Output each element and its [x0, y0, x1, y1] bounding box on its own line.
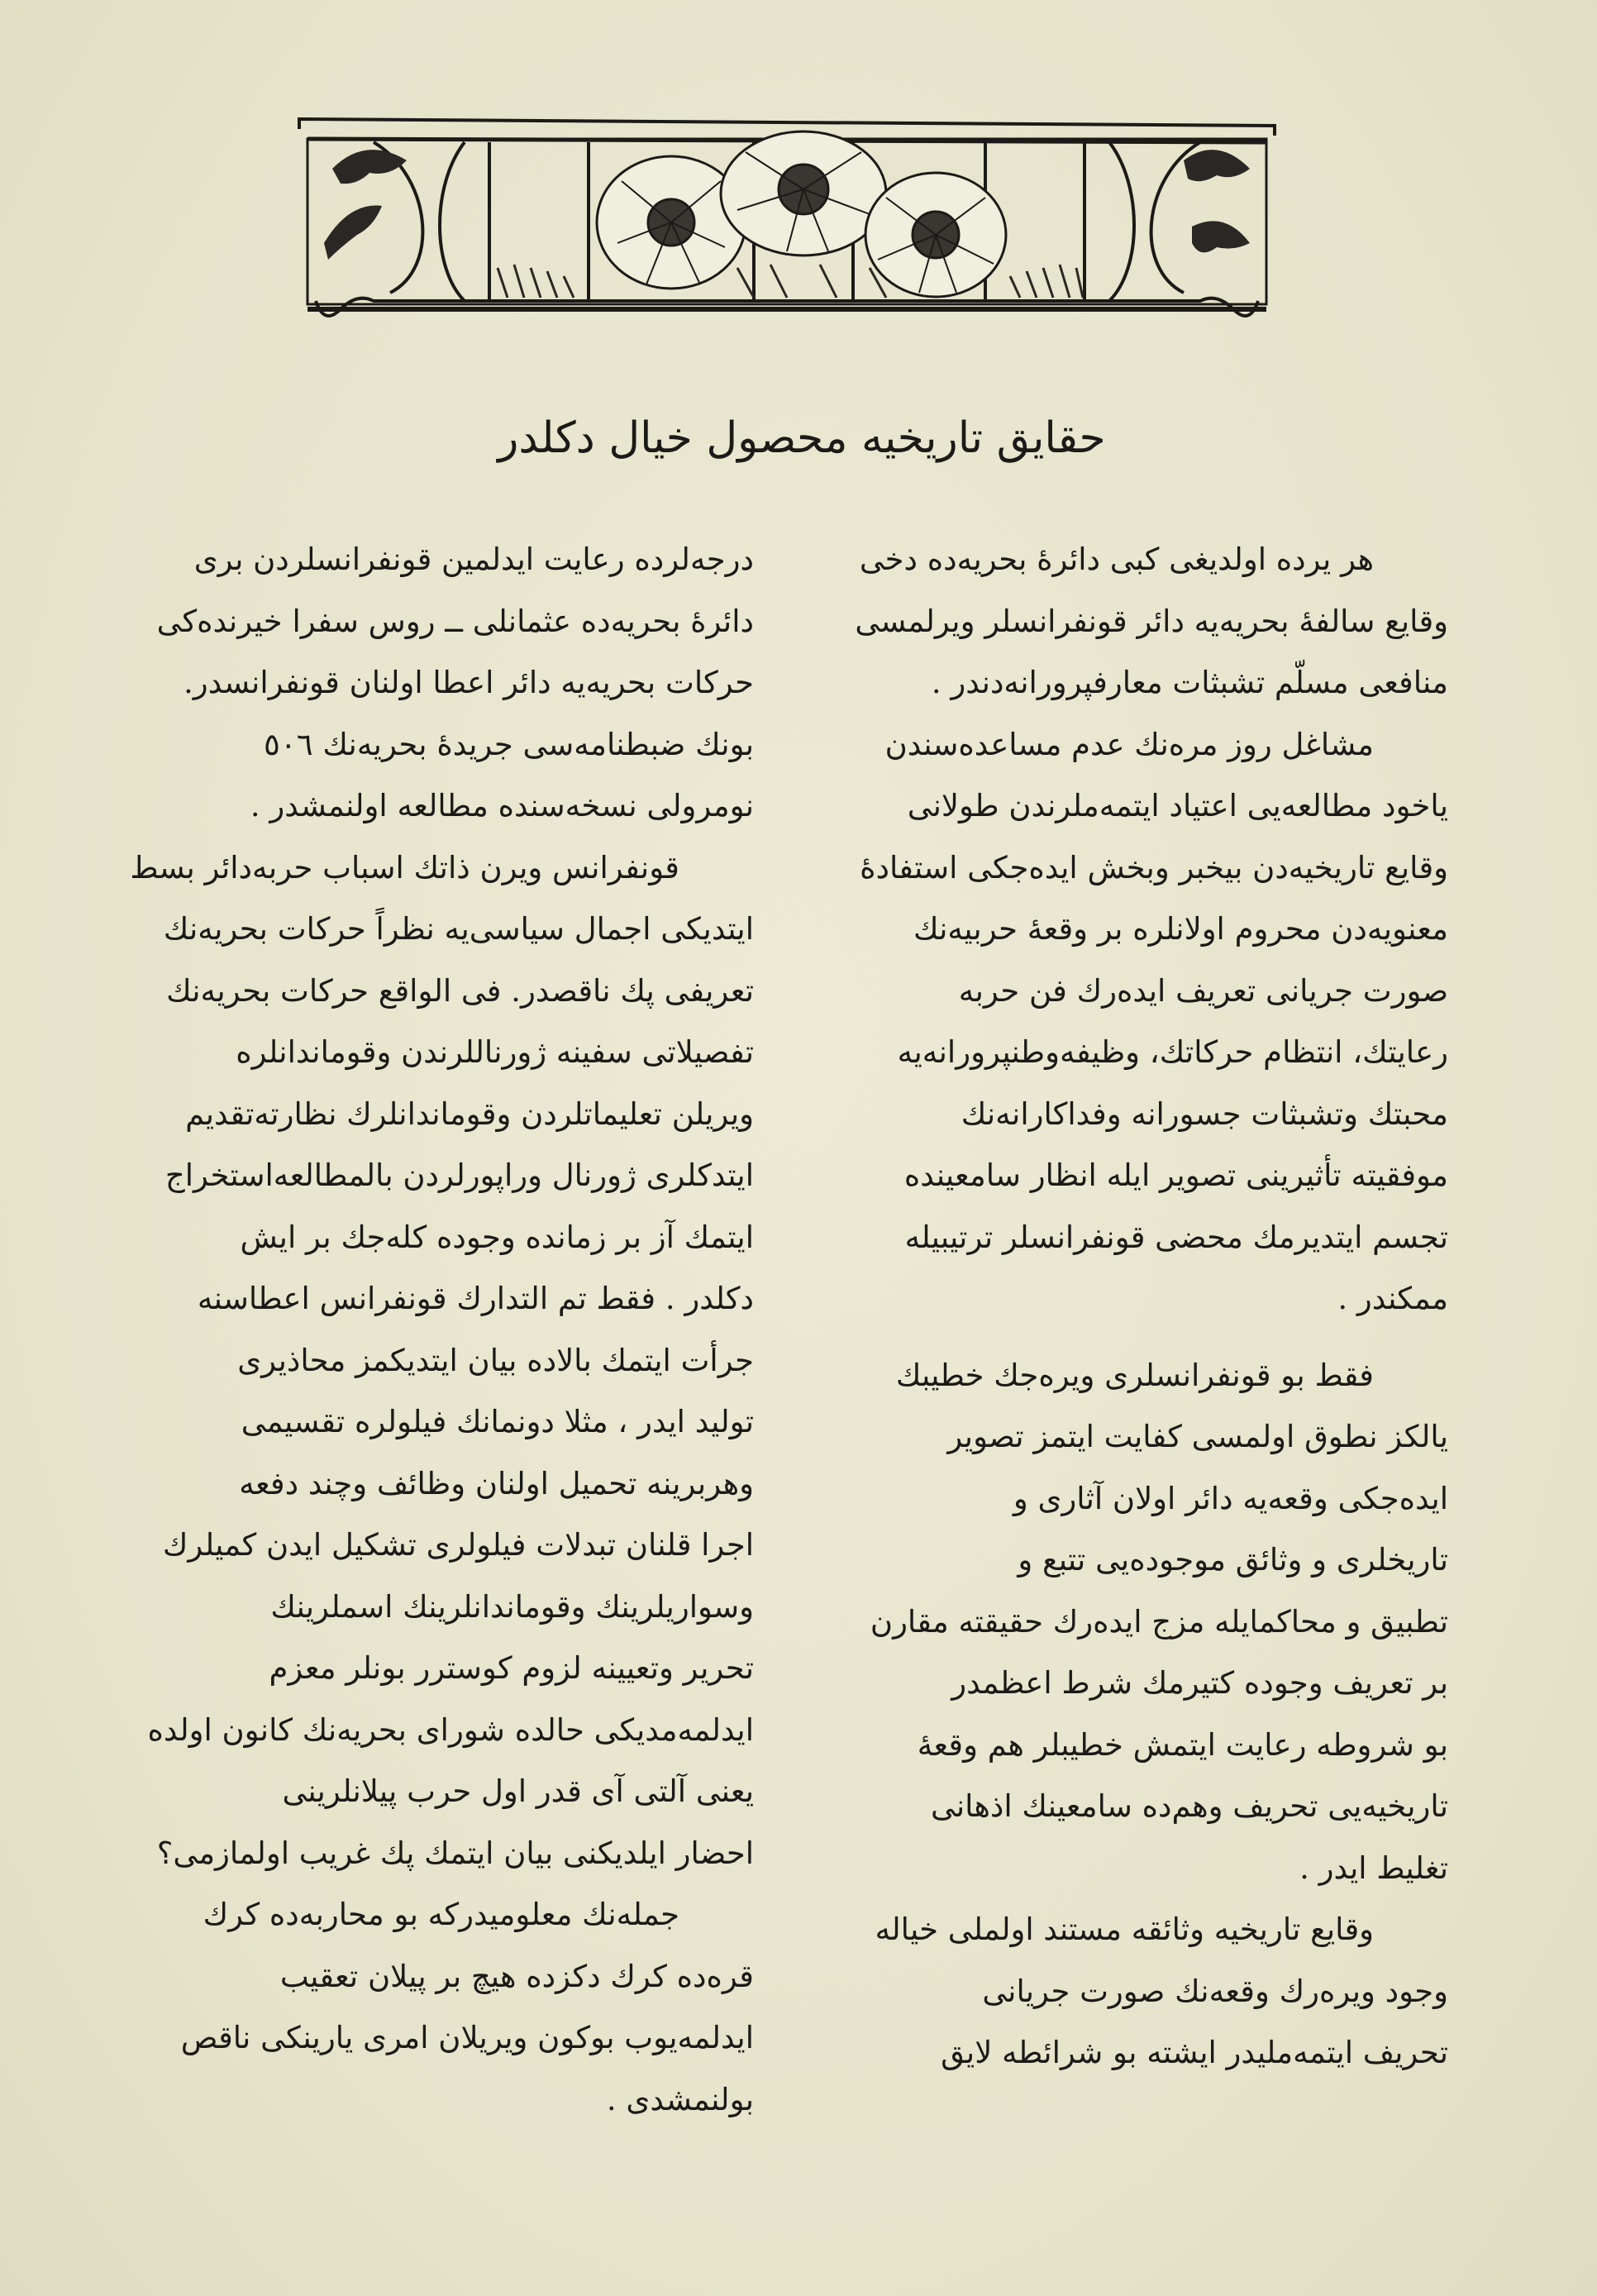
text-line: تاريخلرى و وثائق موجوده‌يى تتبع و — [1018, 1542, 1448, 1578]
text-line: وقايع سالفهٔ بحريه‌يه دائر قونفرانسلر ويرلمسى — [855, 603, 1448, 639]
text-line: فقط بو قونفرانسلرى ويره‌جك خطيبك — [895, 1357, 1374, 1393]
text-line: بر تعريف وجوده كتيرمك شرط اعظمدر — [951, 1665, 1448, 1701]
text-line: وقايع تاريخيه‌دن بيخبر وبخش ايده‌جكى استفادهٔ — [860, 849, 1448, 885]
text-line: تحرير وتعيينه لزوم كوسترر بونلر معزم — [269, 1650, 754, 1686]
paragraph-gap — [803, 1330, 1448, 1345]
text-line: يالكز نطوق اولمسى كفايت ايتمز تصوير — [947, 1419, 1448, 1454]
text-line: هر يرده اولديغى كبى دائرهٔ بحريه‌ده دخى — [859, 542, 1374, 577]
text-line: تفصيلاتى سفينه ژورناللرندن وقوماندانلره — [236, 1034, 754, 1070]
text-line: اجرا قلنان تبدلات فيلولرى تشكيل ايدن كميلرك — [162, 1527, 754, 1563]
text-line: دائرهٔ بحريه‌ده عثمانلى ــ روس سفرا خيرنده‌كى — [156, 603, 754, 639]
text-line: تعريفى پك ناقصدر. فى الواقع حركات بحريه‌نك — [166, 972, 754, 1009]
text-line: تحريف ايتمه‌مليدر ايشته بو شرائطه لايق — [941, 2035, 1448, 2070]
paragraph — [803, 1345, 1448, 1900]
text-line: جمله‌نك معلوميدركه بو محاربه‌ده كرك — [203, 1897, 679, 1932]
text-line: ايتديكى اجمال سياسى‌يه نظراً حركات بحريه‌نك — [163, 911, 754, 947]
text-line: قره‌ده كرك دكزده هيچ بر پيلان تعقيب — [279, 1958, 754, 1994]
article-title: حقايق تاريخيه محصول خيال دكلدر — [498, 413, 1106, 463]
text-line: ممكندر . — [1337, 1281, 1448, 1316]
text-line: تاريخيه‌يى تحريف وهم‌ده سامعينك اذهانى — [930, 1788, 1448, 1824]
daisy-center — [721, 131, 886, 255]
paragraph — [803, 714, 1448, 1330]
paragraph — [803, 1899, 1448, 2084]
text-line: وسواريلرينك وقوماندانلرينك اسملرينك — [270, 1588, 754, 1625]
paragraph — [803, 529, 1448, 714]
text-line: جرأت ايتمك بالاده بيان ايتديكمز محاذيرى — [237, 1342, 754, 1378]
text-line: ايدلمه‌مديكى حالده شوراى بحريه‌نك كانون اولده — [147, 1711, 754, 1748]
left-column — [93, 529, 754, 2131]
text-line: قونفرانس ويرن ذاتك اسباب حربه‌دائر بسط — [130, 849, 679, 885]
text-line: موفقيته تأثيرينى تصوير ايله انظار سامعينده — [903, 1158, 1448, 1193]
paragraph — [93, 529, 754, 838]
text-line: بونك ضبطنامه‌سى جريدهٔ بحريه‌نك ٥٠٦ — [263, 726, 754, 762]
text-line: حركات بحريه‌يه دائر اعطا اولنان قونفرانسدر. — [183, 665, 754, 700]
headpiece-ornament-icon — [291, 103, 1283, 332]
text-line: دكلدر . فقط تم التدارك قونفرانس اعطاسنه — [197, 1281, 754, 1316]
text-line: تغليط ايدر . — [1299, 1850, 1448, 1886]
text-line: رعايتك، انتظام حركاتك، وظيفه‌وطنپرورانه‌يه — [897, 1034, 1448, 1070]
text-line: درجه‌لرده رعايت ايدلمين قونفرانسلردن برى — [193, 542, 754, 577]
text-line: تجسم ايتديرمك محضى قونفرانسلر ترتيبيله — [904, 1219, 1448, 1255]
text-line: وهربرينه تحميل اولنان وظائف وچند دفعه — [239, 1465, 754, 1501]
text-line: ايده‌جكى وقعه‌يه دائر اولان آثارى و — [1013, 1480, 1448, 1516]
right-column — [803, 529, 1448, 2084]
text-line: ايدلمه‌يوب بوكون ويريلان امرى يارينكى ناقص — [180, 2020, 754, 2055]
paragraph — [93, 838, 754, 1885]
text-line: صورت جريانى تعريف ايده‌رك فن حربه — [958, 972, 1448, 1009]
text-line: معنويه‌دن محروم اولانلره بر وقعهٔ حربيه‌نك — [913, 911, 1448, 947]
text-line: منافعى مسلّم تشبثات معارفپرورانه‌دندر . — [931, 665, 1448, 700]
text-line: ايتدكلرى ژورنال وراپورلردن بالمطالعه‌استخراج — [164, 1158, 754, 1193]
text-line: نومرولى نسخه‌سنده مطالعه اولنمشدر . — [250, 788, 754, 823]
text-line: ياخود مطالعه‌يى اعتياد ايتمه‌ملرندن طولانى — [907, 788, 1448, 823]
text-line: تطبيق و محاكمايله مزج ايده‌رك حقيقته مقارن — [870, 1603, 1448, 1640]
text-line: محبتك وتشبثات جسورانه وفداكارانه‌نك — [961, 1095, 1448, 1132]
paragraph — [93, 1884, 754, 2131]
text-line: يعنى آلتى آى قدر اول حرب پيلانلرينى — [282, 1773, 754, 1809]
text-line: مشاغل روز مره‌نك عدم مساعده‌سندن — [884, 726, 1374, 762]
text-line: ويريلن تعليماتلردن وقوماندانلرك نظارته‌تقديم — [185, 1095, 754, 1132]
text-line: بولنمشدى . — [606, 2081, 754, 2117]
text-line: بو شروطه رعايت ايتمش خطيبلر هم وقعهٔ — [917, 1726, 1448, 1763]
text-line: توليد ايدر ، مثلا دونمانك فيلولره تقسيمى — [241, 1404, 754, 1439]
text-line: وجود ويره‌رك وقعه‌نك صورت جريانى — [982, 1973, 1448, 2009]
text-line: ايتمك آز بر زمانده وجوده كله‌جك بر ايش — [240, 1219, 754, 1255]
text-line: وقايع تاريخيه وثائقه مستند اولملى خياله — [875, 1912, 1374, 1947]
text-line: احضار ايلديكنى بيان ايتمك پك غريب اولمازمى؟ — [156, 1835, 754, 1871]
